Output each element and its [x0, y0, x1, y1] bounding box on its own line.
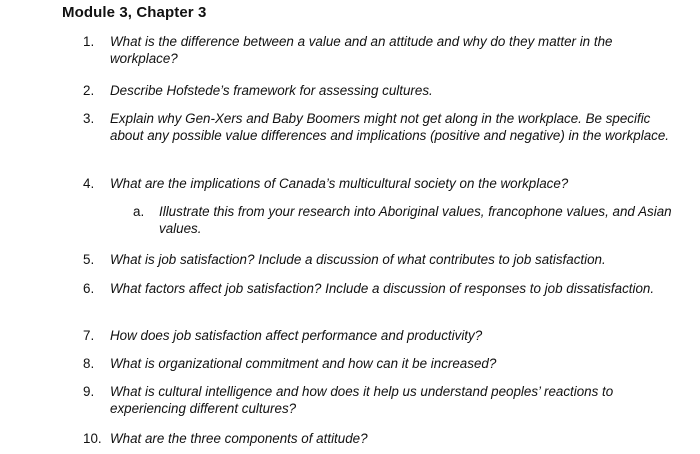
subquestion-item	[133, 203, 688, 237]
question-item	[83, 33, 683, 67]
question-text: What is job satisfaction? Include a discussion of what contributes to job satisfaction.	[110, 252, 606, 267]
question-text: Describe Hofstede’s framework for assessing cultures.	[110, 83, 433, 98]
page-title: Module 3, Chapter 3	[62, 4, 207, 21]
question-item	[83, 430, 683, 447]
question-number: 7.	[83, 328, 95, 343]
question-text: What factors affect job satisfaction? Include a discussion of responses to job dissatisfaction.	[110, 281, 655, 296]
subquestion-letter: a.	[133, 204, 145, 219]
question-number: 3.	[83, 111, 95, 126]
question-number: 5.	[83, 252, 95, 267]
subquestion-text: Illustrate this from your research into Aboriginal values, francophone values, and Asian values.	[159, 204, 672, 236]
question-item	[83, 110, 683, 144]
question-text: What are the three components of attitude?	[110, 431, 368, 446]
question-text: What are the implications of Canada’s multicultural society on the workplace?	[110, 176, 569, 191]
question-item	[83, 280, 683, 297]
question-number: 1.	[83, 34, 95, 49]
question-text: What is the difference between a value and an attitude and why do they matter in the workplace?	[110, 34, 613, 66]
question-item	[83, 355, 683, 372]
question-number: 9.	[83, 384, 95, 399]
question-number: 4.	[83, 176, 95, 191]
question-number: 6.	[83, 281, 95, 296]
question-number: 10.	[83, 431, 102, 446]
question-item	[83, 327, 683, 344]
question-item	[83, 383, 683, 417]
question-number: 2.	[83, 83, 95, 98]
question-item	[83, 82, 683, 99]
question-text: What is cultural intelligence and how does it help us understand peoples’ reactions to experiencing different cultures?	[110, 384, 614, 416]
question-text: Explain why Gen-Xers and Baby Boomers might not get along in the workplace. Be specific about any possible value differences and implications (positive and negative) in the workplace.	[110, 111, 670, 143]
question-item	[83, 175, 683, 192]
question-text: What is organizational commitment and how can it be increased?	[110, 356, 497, 371]
question-number: 8.	[83, 356, 95, 371]
question-item	[83, 251, 683, 268]
question-text: How does job satisfaction affect performance and productivity?	[110, 328, 483, 343]
